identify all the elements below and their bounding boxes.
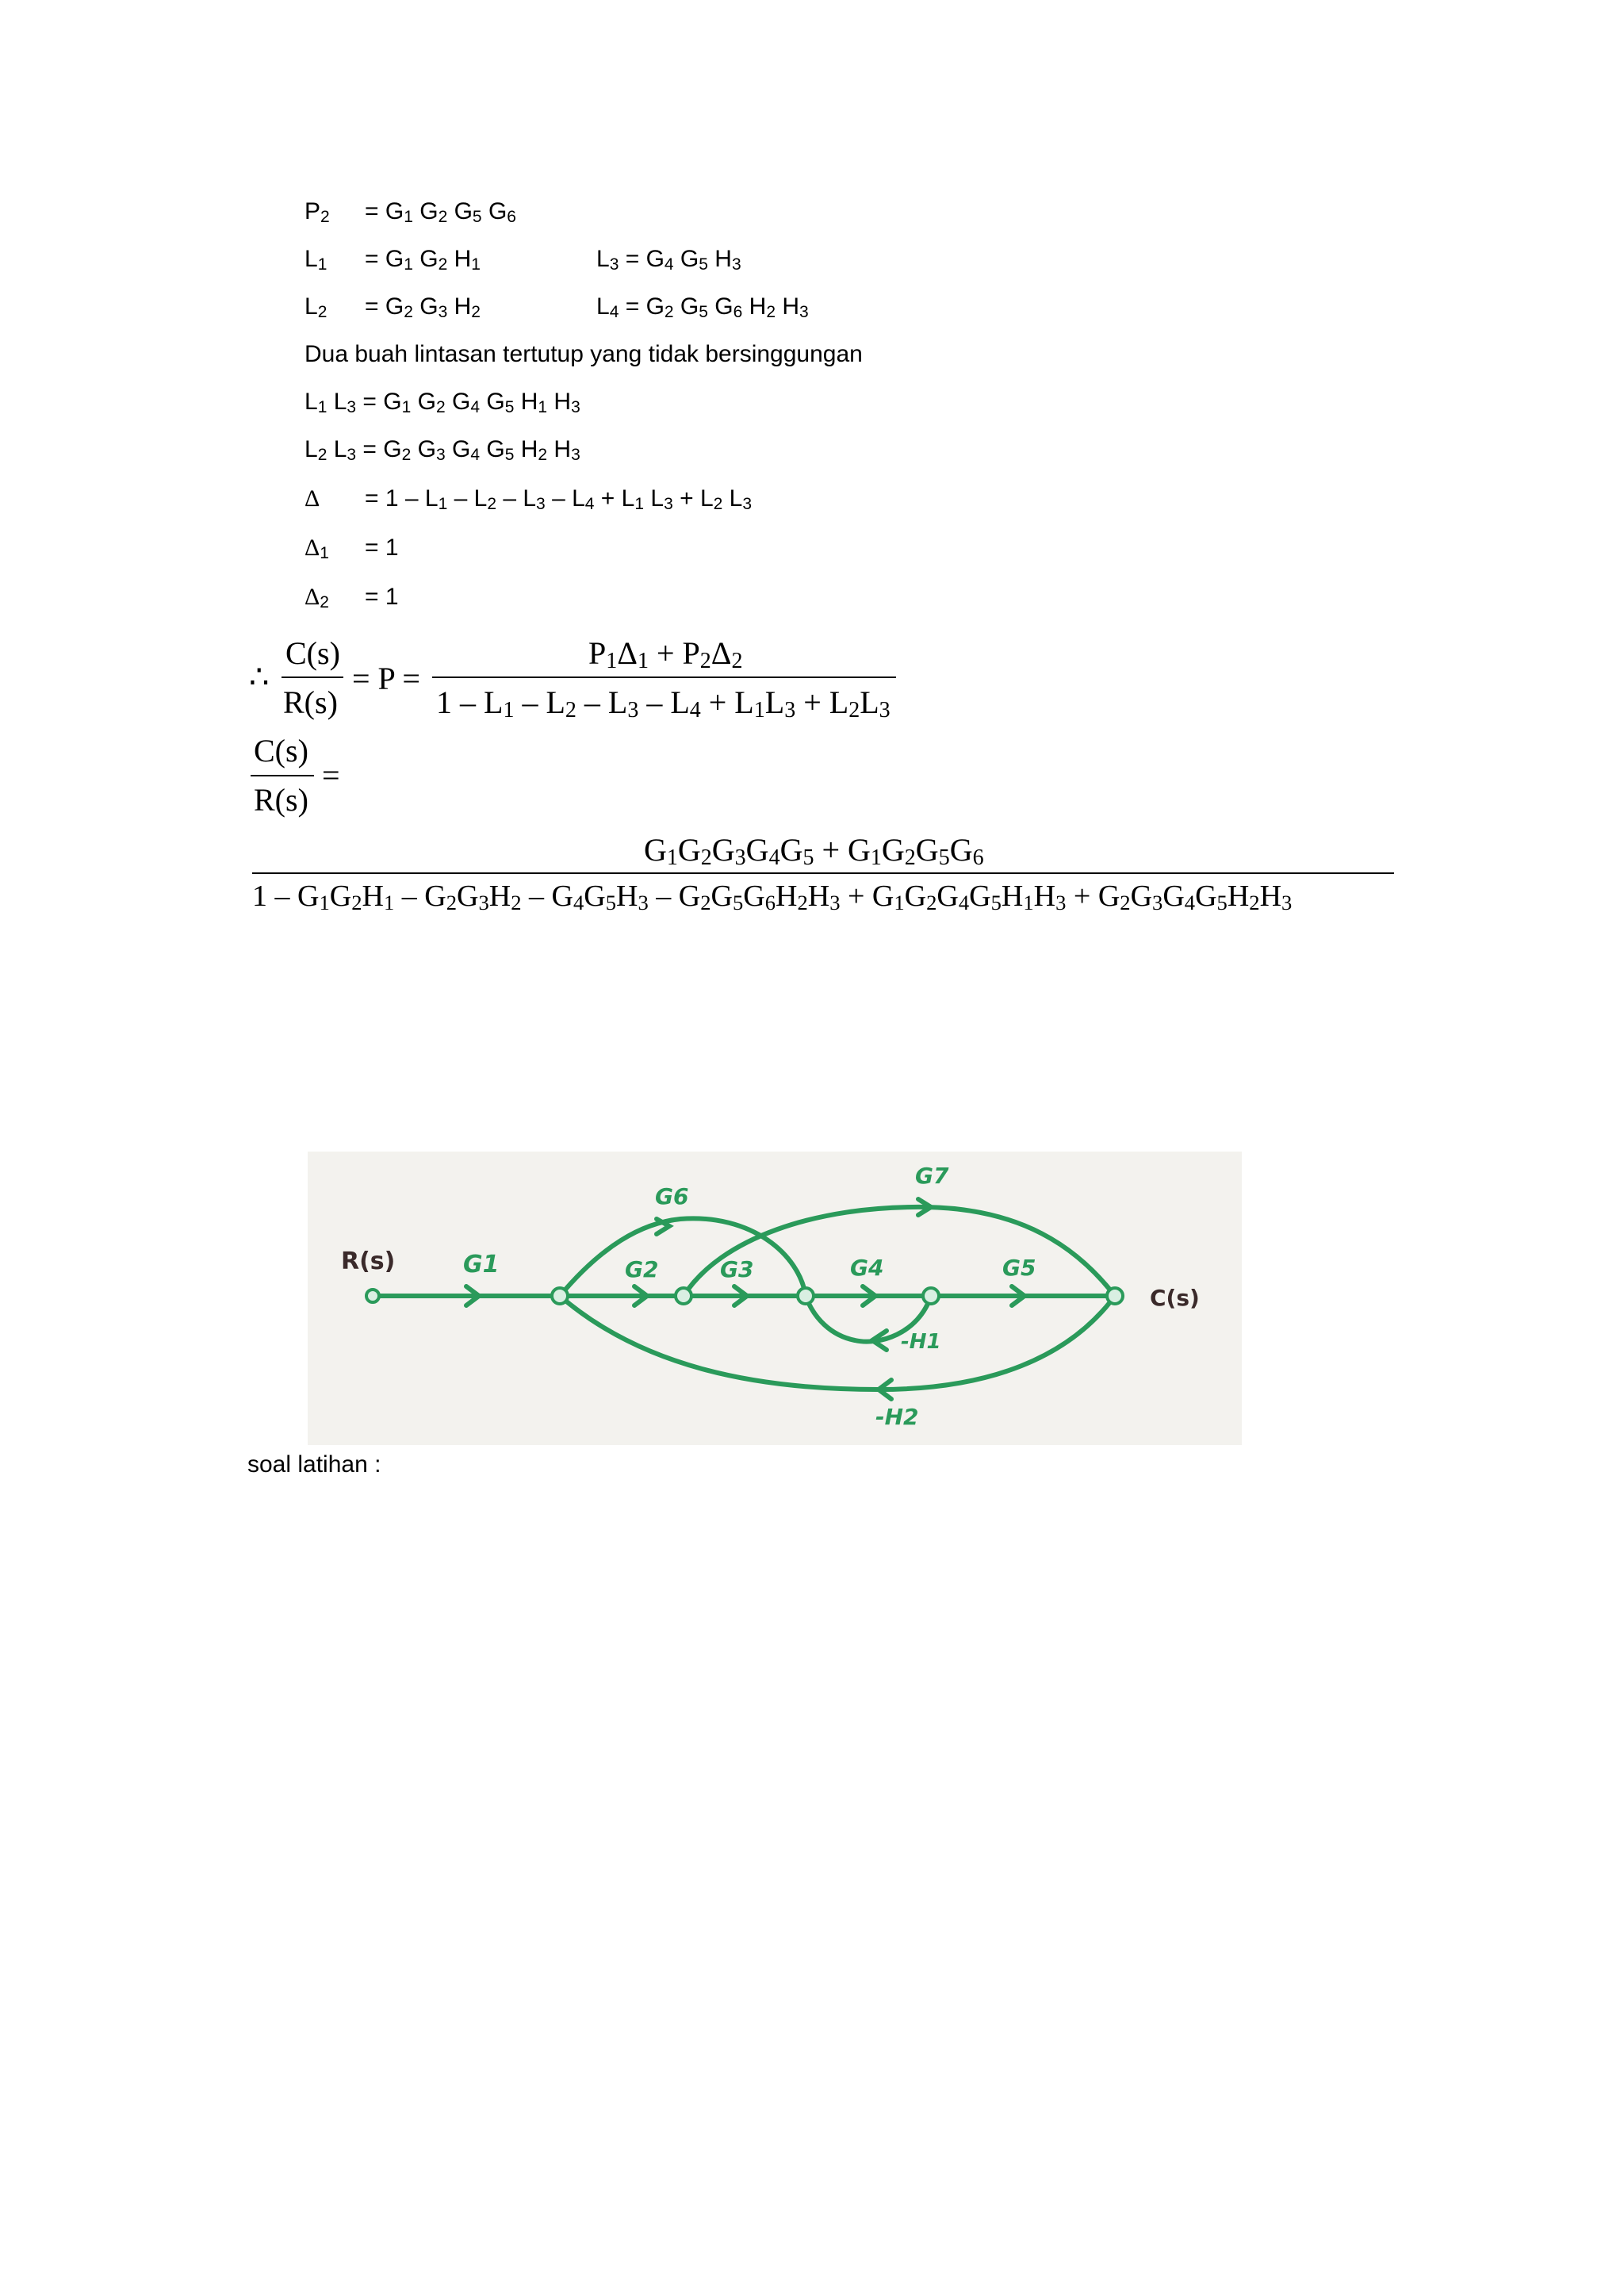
eq2-equals: = [322, 757, 340, 793]
l1l3-line [304, 389, 1018, 420]
eq1-lhs-denominator: R(s) [283, 684, 338, 720]
l1-label: $L_1$ [304, 246, 327, 274]
eq1-equals-p: = P = [352, 661, 420, 696]
node-output [1107, 1288, 1123, 1304]
eq2-denominator: $1 - G_1G_2H_1 - G_2G_3H_2 - G_4G_5H_3 - G_2G_5G_6H_2H_3 + G_1G_2G_4G_5H_1H_3 + G_2G_3G_4G_5H_2H_3$ [252, 880, 1293, 914]
non-touching-text: Dua buah lintasan tertutup yang tidak bersinggungan [304, 341, 863, 367]
delta-line [304, 485, 1177, 517]
eq2-lhs-fraction-bar [251, 775, 314, 776]
eq1-lhs-fraction-bar [282, 677, 343, 678]
delta-label: Δ [304, 485, 320, 512]
g4-label: G4 [850, 1255, 884, 1281]
g7-label: G7 [915, 1163, 949, 1189]
l2l3-text: $L_2$ $L_3 = G_2$ $G_3$ $G_4$ $G_5$ $H_2$ $H_3$ [304, 436, 580, 464]
g3-label: G3 [720, 1256, 754, 1282]
eq2-lhs-denominator: R(s) [254, 782, 308, 818]
h2-feedback-branch [560, 1296, 1115, 1389]
l2-l4-line [304, 293, 1018, 325]
g2-label: G2 [625, 1256, 659, 1282]
node-input [366, 1290, 379, 1302]
eq2-lhs-numerator: C(s) [254, 733, 308, 769]
p2-value: = $G_1$ $G_2$ $G_5$ $G_6$ [365, 198, 516, 226]
h1-label: -H1 [901, 1330, 941, 1354]
l1l3-text: $L_1$ $L_3 = G_1$ $G_2$ $G_4$ $G_5$ $H_1$ $H_3$ [304, 389, 580, 416]
g1-label: G1 [463, 1251, 500, 1278]
delta2-value: = 1 [365, 584, 399, 610]
delta-value: = $1 - L_1 - L_2 - L_3 - L_4 + L_1$ $L_3 + L_2$ $L_3$ [365, 485, 753, 513]
node-3 [798, 1288, 814, 1304]
signal-flow-graph-svg [308, 1152, 1242, 1445]
exercise-heading: soal latihan : [247, 1451, 381, 1478]
eq2-numerator: $G_1G_2G_3G_4G_5 + G_1G_2G_5G_6$ [644, 832, 984, 871]
l3-value: $L_3 = G_4$ $G_5$ $H_3$ [596, 246, 741, 274]
therefore-symbol: ∴ [249, 659, 270, 695]
delta1-label: $\Delta_1$ [304, 535, 329, 562]
l1-value: = $G_1$ $G_2$ $H_1$ [365, 246, 481, 274]
l2-label: $L_2$ [304, 293, 327, 321]
l1-l3-line [304, 246, 1018, 278]
input-label: R(s) [341, 1248, 396, 1275]
l2-value: = $G_2$ $G_3$ $H_2$ [365, 293, 481, 321]
g6-label: G6 [655, 1183, 689, 1209]
l4-value: $L_4 = G_2$ $G_5$ $G_6$ $H_2$ $H_3$ [596, 293, 809, 321]
eq1-numerator: $P_1\Delta_1 + P_2\Delta_2$ [588, 635, 743, 674]
signal-flow-graph [308, 1152, 1242, 1445]
non-touching-heading [304, 341, 1256, 373]
h2-label: -H2 [875, 1404, 919, 1430]
l2l3-line [304, 436, 1018, 468]
g5-label: G5 [1002, 1255, 1036, 1281]
p2-label: $P_2$ [304, 198, 330, 226]
node-1 [552, 1288, 568, 1304]
delta2-label: $\Delta_2$ [304, 584, 329, 611]
eq1-denominator: $1 - L_1 - L_2 - L_3 - L_4 + L_1L_3 + L_2L_3$ [436, 684, 891, 723]
node-2 [676, 1288, 691, 1304]
node-4 [923, 1288, 939, 1304]
eq1-lhs-numerator: C(s) [285, 635, 340, 671]
g7-branch [684, 1207, 1115, 1296]
eq1-fraction-bar [432, 677, 896, 678]
eq2-fraction-bar [252, 872, 1394, 874]
output-label: C(s) [1150, 1285, 1200, 1311]
delta1-value: = 1 [365, 535, 399, 561]
